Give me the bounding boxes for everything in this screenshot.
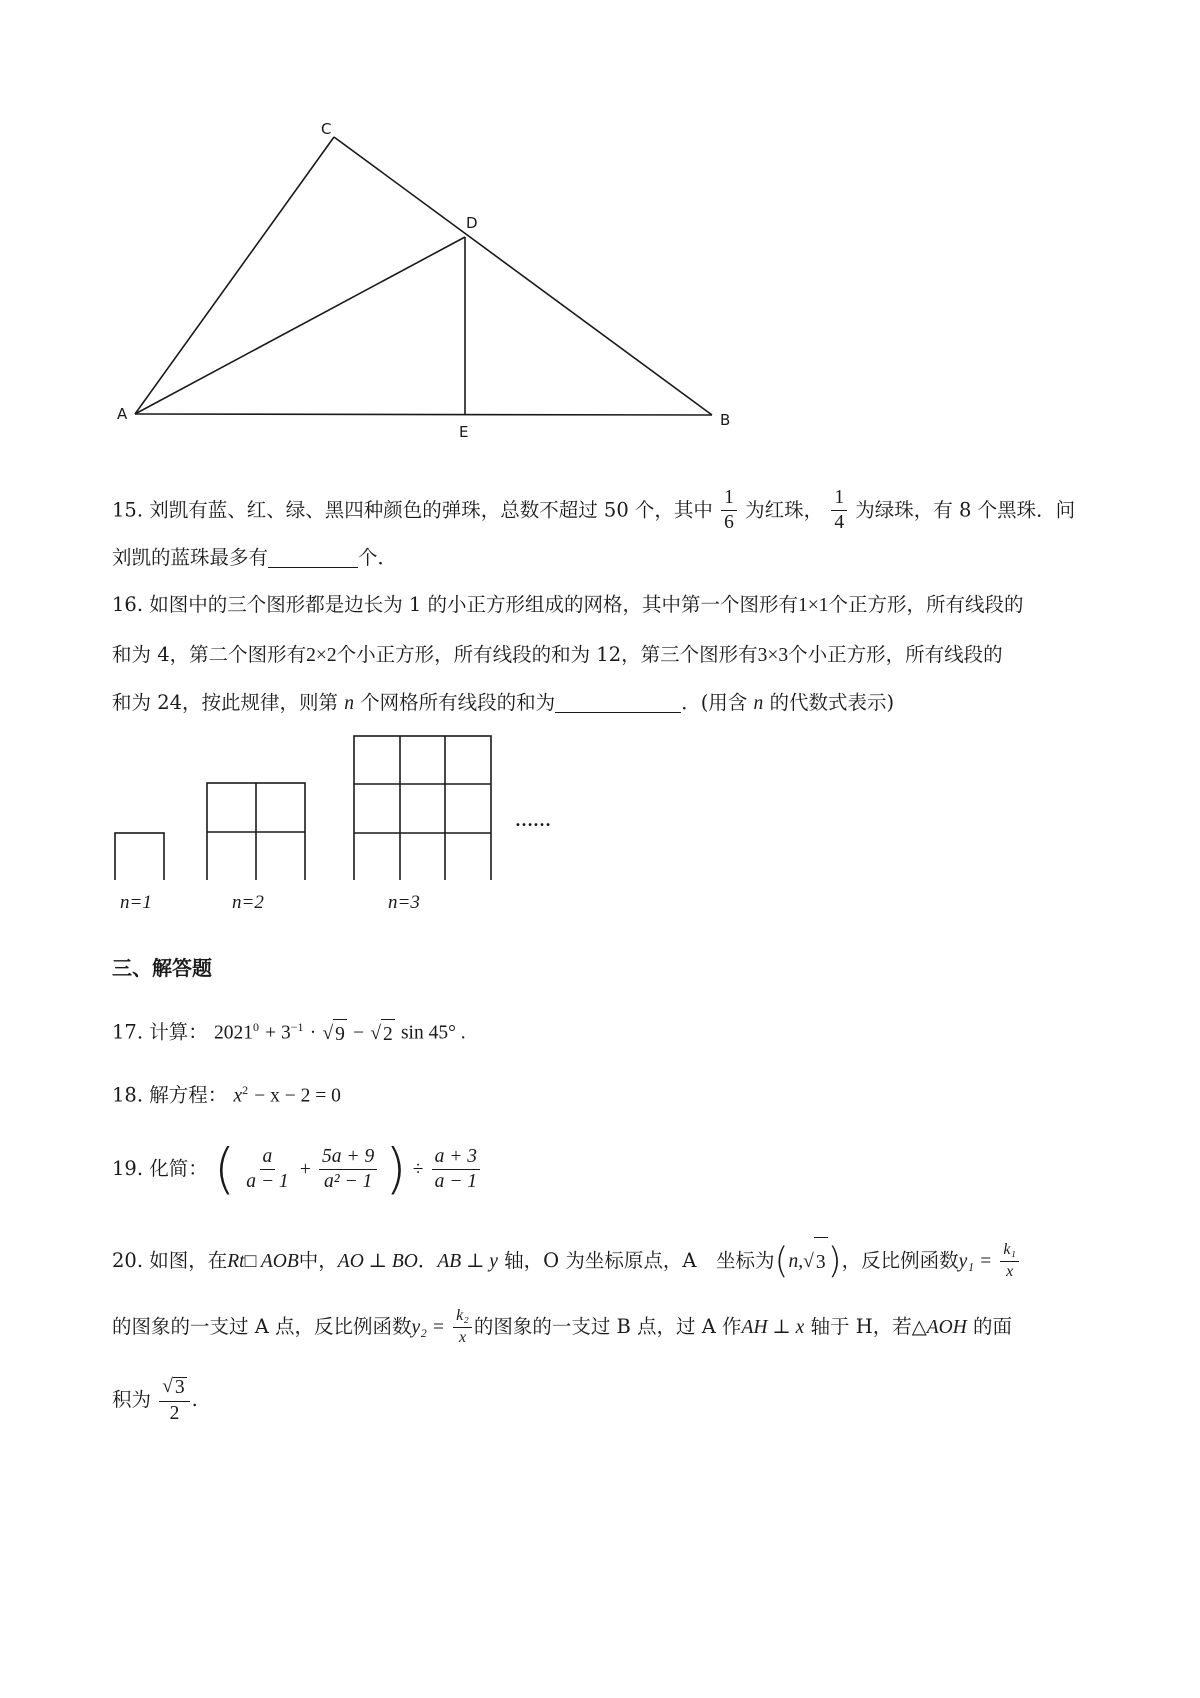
q19-line: 19. 化简： ( $\frac{a}{a - 1}$ + $\frac{5a + 9}{\text{a² − 1}}$ ) ÷ $\frac{a + 3}{a - 1}$ bbox=[112, 1140, 482, 1199]
q15-number: 15. bbox=[112, 498, 144, 522]
q18-number: 18. bbox=[112, 1083, 144, 1107]
sqrt-9: √ 9 bbox=[322, 1019, 346, 1050]
q15-line1: 15. 刘凯有蓝、红、绿、黑四种颜色的弹珠，总数不超过 50 个，其中 $\frac{1}{6}$ 为红珠， $\frac{1}{4}$ 为绿珠，有 8 个黑珠．问 bbox=[112, 487, 1076, 534]
fraction-k2-over-x: $\frac{\text{k₂}}{x}$ bbox=[453, 1308, 472, 1347]
q20-number: 20. bbox=[112, 1249, 144, 1272]
left-paren: ( bbox=[213, 1137, 236, 1201]
q17-number: 17. bbox=[112, 1020, 144, 1044]
q16-line2: 和为 4，第二个图形有2×2个小正方形，所有线段的和为 12，第三个图形有3×3个小正方形，所有线段的 bbox=[112, 643, 1003, 666]
grid-label-n3: n=3 bbox=[388, 892, 420, 913]
point-label-E: E bbox=[459, 423, 469, 441]
fraction-k1-over-x: $\frac{\text{k₁}}{x}$ bbox=[1000, 1242, 1019, 1281]
point-label-D: D bbox=[466, 214, 478, 232]
grid-label-n1: n=1 bbox=[120, 892, 152, 913]
sqrt-3: √ 3 bbox=[803, 1237, 827, 1288]
fraction-5a-plus-9: $\frac{5a + 9}{\text{a² − 1}}$ bbox=[319, 1147, 377, 1193]
fraction-a-plus-3: $\frac{a + 3}{a - 1}$ bbox=[432, 1147, 480, 1193]
segment-AB bbox=[135, 414, 712, 415]
grid-n1 bbox=[115, 833, 164, 880]
grid-figures bbox=[0, 730, 700, 880]
segment-AD bbox=[135, 237, 465, 414]
q15-line2: 刘凯的蓝珠最多有 个． bbox=[112, 546, 398, 569]
answer-blank[interactable] bbox=[555, 690, 681, 713]
fraction-one-sixth: $\frac{1}{6}$ bbox=[721, 488, 737, 534]
q16-number: 16. bbox=[112, 593, 144, 616]
fraction-one-quarter: $\frac{1}{4}$ bbox=[831, 488, 847, 534]
grid-label-n2: n=2 bbox=[232, 892, 264, 913]
point-label-C: C bbox=[321, 120, 332, 138]
q16-line1: 16. 如图中的三个图形都是边长为 1 的小正方形组成的网格，其中第一个图形有1×1个正方形，所有线段的 bbox=[112, 593, 1024, 616]
q20-line2: 的图象的一支过 A 点，反比例函数y₂ = $\frac{\text{k₂}}{x}$ 的图象的一支过 B 点，过 A 作AH ⊥ x 轴于 H，若△AOH 的面 bbox=[112, 1307, 1012, 1346]
q19-number: 19. bbox=[112, 1157, 144, 1180]
sqrt-2: √ 2 bbox=[370, 1019, 394, 1050]
answer-blank[interactable] bbox=[268, 545, 358, 568]
segment-AC bbox=[135, 137, 334, 414]
point-label-A: A bbox=[117, 405, 128, 423]
q20-line3: 积为 √ 3 2 . bbox=[112, 1376, 198, 1424]
q18-line: 18. 解方程： $x^2 - x - 2 = 0$ bbox=[112, 1083, 341, 1107]
grid-ellipsis: …… bbox=[515, 810, 551, 830]
triangle-figure bbox=[0, 0, 1200, 460]
q20-line1: 20. 如图，在Rt□ AOB中，AO ⊥ BO．AB ⊥ y 轴，O 为坐标原点，A 坐标为(n,√ 3 )，反比例函数y₁ = $\frac{\text{k₁}}{x}$ bbox=[112, 1236, 1021, 1288]
grid-n3 bbox=[354, 736, 491, 880]
point-label-B: B bbox=[720, 411, 731, 429]
right-paren: ) bbox=[385, 1137, 407, 1201]
q17-line: 17. 计算： $2021^0 + 3^{-1}$ · √ 9 − √ 2 sin 45° . bbox=[112, 1012, 466, 1050]
fraction-sqrt3-over-2: √ 3 2 bbox=[159, 1377, 189, 1424]
fraction-a-over-a-minus-1: $\frac{a}{a - 1}$ bbox=[246, 1145, 289, 1192]
section-title: 三、解答题 bbox=[112, 956, 212, 980]
q16-line3: 和为 24，按此规律，则第 n 个网格所有线段的和为 ．(用含 n 的代数式表示) bbox=[112, 691, 895, 714]
grid-n2 bbox=[207, 783, 305, 880]
